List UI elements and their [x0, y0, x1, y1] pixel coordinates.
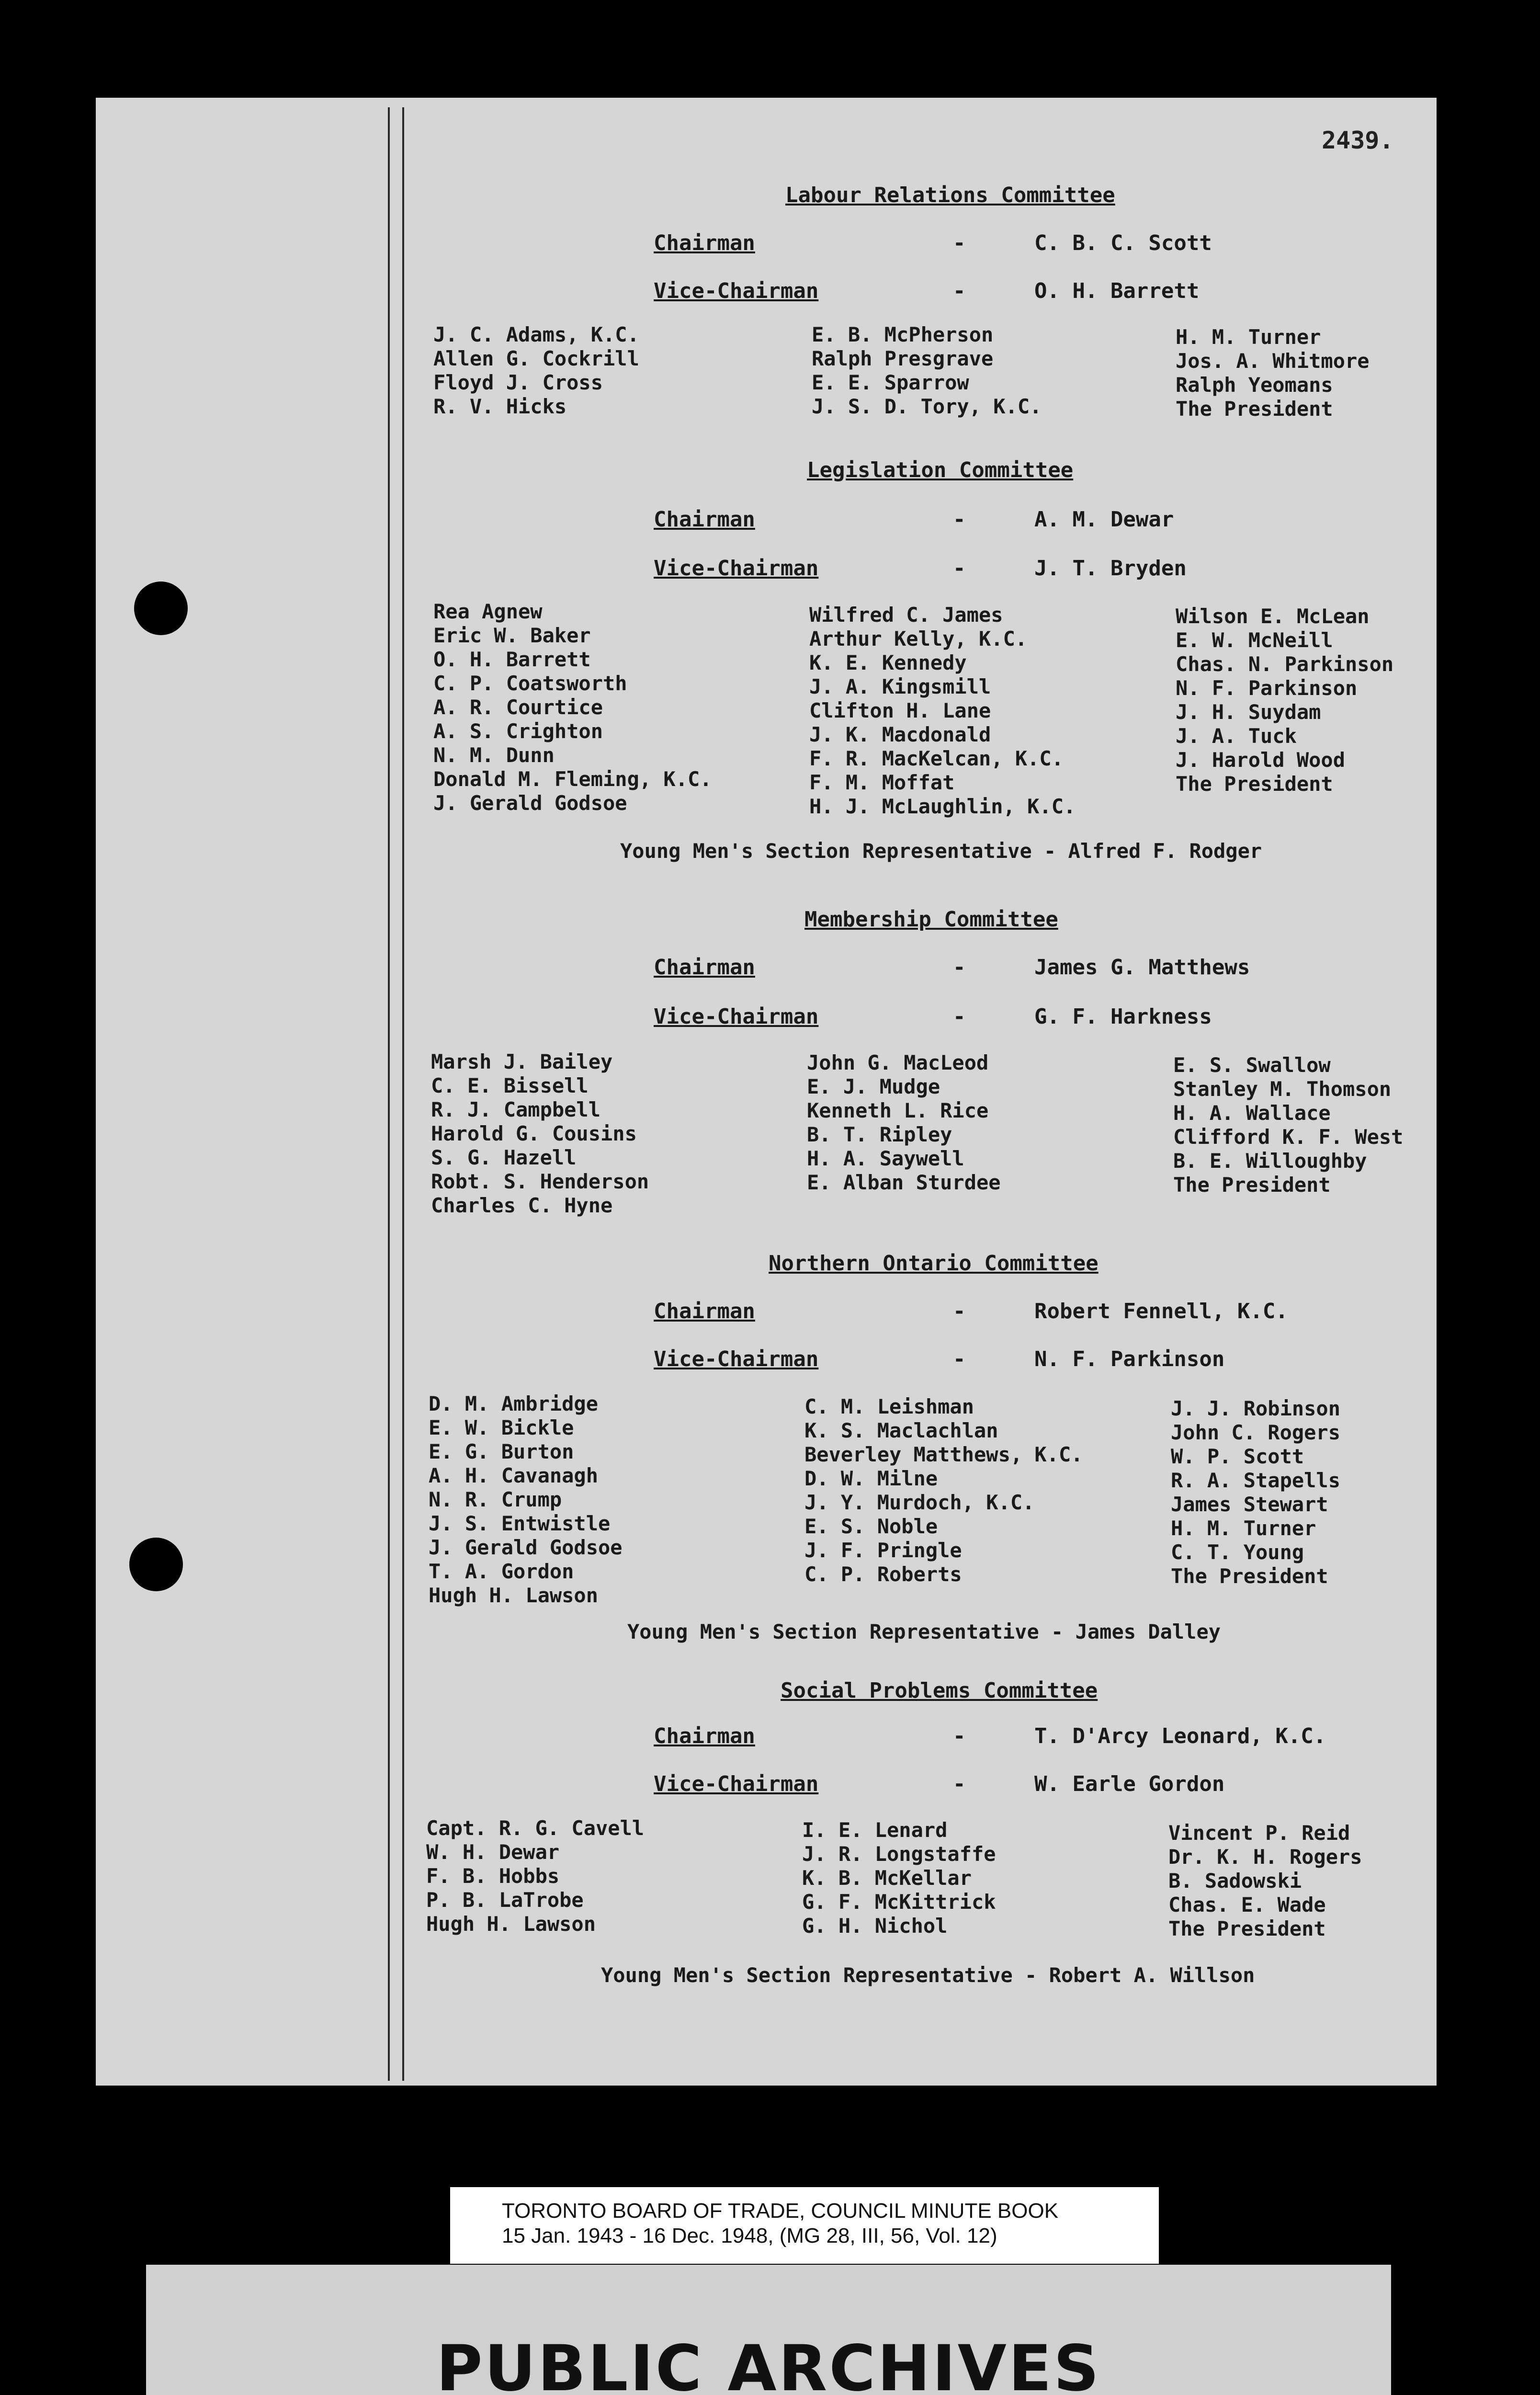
member-name: The President	[1176, 772, 1333, 796]
dash: -	[953, 279, 966, 303]
member-name: E. S. Noble	[804, 1515, 938, 1538]
committee-title: Membership Committee	[804, 907, 1058, 932]
member-name: C. P. Roberts	[804, 1562, 962, 1586]
member-name: J. R. Longstaffe	[802, 1842, 996, 1866]
member-name: Vincent P. Reid	[1168, 1821, 1350, 1845]
member-name: H. M. Turner	[1171, 1517, 1316, 1540]
member-name: Arthur Kelly, K.C.	[809, 627, 1028, 650]
vice-chairman-name: J. T. Bryden	[1034, 556, 1187, 581]
archive-caption-label	[450, 2187, 1159, 2264]
member-name: H. A. Saywell	[807, 1147, 964, 1170]
member-name: J. C. Adams, K.C.	[433, 323, 639, 346]
member-name: Eric W. Baker	[433, 624, 591, 647]
member-name: F. R. MacKelcan, K.C.	[809, 747, 1064, 770]
member-column-3	[1176, 325, 1370, 421]
member-name: G. F. McKittrick	[802, 1890, 996, 1914]
member-name: Beverley Matthews, K.C.	[804, 1443, 1083, 1466]
member-name: A. S. Crighton	[433, 719, 603, 743]
dash: -	[953, 231, 966, 255]
chairman-label: Chairman	[654, 955, 755, 980]
member-name: W. H. Dewar	[426, 1840, 560, 1864]
member-name: A. H. Cavanagh	[429, 1464, 599, 1487]
member-name: T. A. Gordon	[429, 1560, 574, 1583]
member-name: Wilson E. McLean	[1176, 604, 1370, 628]
member-name: Charles C. Hyne	[431, 1194, 613, 1217]
member-name: G. H. Nichol	[802, 1914, 948, 1938]
member-column-2	[804, 1395, 1083, 1586]
caption-line: 15 Jan. 1943 - 16 Dec. 1948, (MG 28, III, 56, Vol. 12)	[502, 2224, 997, 2247]
member-name: J. S. D. Tory, K.C.	[812, 395, 1042, 418]
member-name: B. Sadowski	[1168, 1869, 1302, 1893]
member-name: Stanley M. Thomson	[1173, 1077, 1392, 1101]
page-number: 2439.	[1322, 126, 1394, 154]
member-name: D. W. Milne	[804, 1467, 938, 1490]
member-name: N. R. Crump	[429, 1488, 562, 1511]
member-name: James Stewart	[1171, 1493, 1328, 1516]
member-name: Robt. S. Henderson	[431, 1170, 649, 1193]
member-name: A. R. Courtice	[433, 696, 603, 719]
vice-chairman-name: G. F. Harkness	[1034, 1004, 1212, 1029]
member-name: The President	[1171, 1564, 1328, 1588]
member-name: E. Alban Sturdee	[807, 1171, 1001, 1194]
chairman-label: Chairman	[654, 507, 755, 532]
dash: -	[953, 1772, 966, 1796]
member-column-1	[431, 1050, 649, 1218]
member-name: E. G. Burton	[429, 1440, 574, 1463]
member-name: The President	[1168, 1917, 1326, 1940]
chairman-label: Chairman	[654, 1299, 755, 1323]
member-name: E. J. Mudge	[807, 1075, 940, 1098]
member-name: F. B. Hobbs	[426, 1864, 560, 1888]
member-name: Clifton H. Lane	[809, 699, 991, 722]
member-name: J. Harold Wood	[1176, 748, 1346, 772]
minute-content	[96, 98, 1437, 2086]
member-column-2	[807, 1051, 1001, 1195]
member-name: H. J. McLaughlin, K.C.	[809, 795, 1076, 818]
member-name: C. P. Coatsworth	[433, 672, 627, 695]
member-name: The President	[1176, 397, 1333, 421]
member-column-1	[433, 323, 639, 419]
member-column-3	[1173, 1053, 1403, 1197]
member-name: E. B. McPherson	[812, 323, 994, 346]
caption-line: TORONTO BOARD OF TRADE, COUNCIL MINUTE BOOK	[502, 2199, 1059, 2223]
member-name: J. A. Kingsmill	[809, 675, 991, 698]
vice-chairman-label: Vice-Chairman	[654, 1772, 819, 1796]
vice-chairman-name: N. F. Parkinson	[1034, 1347, 1225, 1371]
member-name: C. T. Young	[1171, 1540, 1304, 1564]
vice-chairman-name: O. H. Barrett	[1034, 279, 1200, 303]
dash: -	[953, 955, 966, 980]
member-name: W. P. Scott	[1171, 1445, 1304, 1468]
member-name: Hugh H. Lawson	[426, 1912, 596, 1936]
member-name: Marsh J. Bailey	[431, 1050, 613, 1073]
member-name: I. E. Lenard	[802, 1818, 948, 1842]
member-name: K. S. Maclachlan	[804, 1419, 998, 1442]
vice-chairman-name: W. Earle Gordon	[1034, 1772, 1225, 1796]
member-name: D. M. Ambridge	[429, 1392, 599, 1415]
chairman-name: Robert Fennell, K.C.	[1034, 1299, 1288, 1323]
member-name: J. Gerald Godsoe	[429, 1536, 623, 1559]
member-name: K. E. Kennedy	[809, 651, 967, 674]
member-name: John C. Rogers	[1171, 1421, 1341, 1444]
young-mens-representative: Young Men's Section Representative - James Dalley	[627, 1620, 1221, 1643]
member-name: Hugh H. Lawson	[429, 1584, 599, 1607]
member-name: E. E. Sparrow	[812, 371, 969, 394]
member-name: Dr. K. H. Rogers	[1168, 1845, 1362, 1869]
chairman-name: C. B. C. Scott	[1034, 231, 1212, 255]
member-column-1	[426, 1816, 644, 1936]
member-column-3	[1171, 1397, 1340, 1588]
member-name: B. T. Ripley	[807, 1123, 952, 1146]
chairman-name: James G. Matthews	[1034, 955, 1250, 980]
committee-title: Social Problems Committee	[781, 1678, 1098, 1703]
member-name: J. F. Pringle	[804, 1539, 962, 1562]
member-name: F. M. Moffat	[809, 771, 955, 794]
member-name: E. S. Swallow	[1173, 1053, 1331, 1077]
member-name: J. Gerald Godsoe	[433, 791, 627, 815]
vice-chairman-label: Vice-Chairman	[654, 279, 819, 303]
member-name: E. W. McNeill	[1176, 628, 1333, 652]
document-page	[96, 98, 1437, 2086]
member-name: Clifford K. F. West	[1173, 1125, 1404, 1149]
member-name: N. F. Parkinson	[1176, 676, 1358, 700]
dash: -	[953, 507, 966, 532]
member-name: C. E. Bissell	[431, 1074, 589, 1097]
member-name: Donald M. Fleming, K.C.	[433, 767, 712, 791]
member-column-3	[1176, 604, 1393, 796]
member-column-2	[802, 1818, 996, 1938]
member-name: E. W. Bickle	[429, 1416, 574, 1439]
member-name: Floyd J. Cross	[433, 371, 603, 394]
member-name: R. A. Stapells	[1171, 1469, 1341, 1492]
committee-title: Northern Ontario Committee	[769, 1251, 1098, 1276]
member-name: J. H. Suydam	[1176, 700, 1321, 724]
member-name: Harold G. Cousins	[431, 1122, 637, 1145]
member-name: H. A. Wallace	[1173, 1101, 1331, 1125]
stamp-line-english: PUBLIC ARCHIVES	[436, 2332, 1101, 2395]
vice-chairman-label: Vice-Chairman	[654, 556, 819, 581]
archives-stamp	[146, 2265, 1391, 2395]
member-name: Chas. N. Parkinson	[1176, 652, 1394, 676]
chairman-name: A. M. Dewar	[1034, 507, 1174, 532]
young-mens-representative: Young Men's Section Representative - Alfred F. Rodger	[620, 839, 1262, 863]
dash: -	[953, 1347, 966, 1371]
member-name: The President	[1173, 1173, 1331, 1197]
member-name: Jos. A. Whitmore	[1176, 349, 1370, 373]
committee-title: Legislation Committee	[807, 458, 1074, 482]
vice-chairman-label: Vice-Chairman	[654, 1347, 819, 1371]
member-name: K. B. McKellar	[802, 1866, 972, 1890]
member-name: Ralph Yeomans	[1176, 373, 1333, 397]
member-column-1	[433, 600, 712, 815]
member-name: R. V. Hicks	[433, 395, 567, 418]
member-name: Capt. R. G. Cavell	[426, 1816, 645, 1840]
member-column-1	[429, 1392, 623, 1608]
member-name: H. M. Turner	[1176, 325, 1321, 349]
member-name: Allen G. Cockrill	[433, 347, 639, 370]
member-name: P. B. LaTrobe	[426, 1888, 584, 1912]
dash: -	[953, 1724, 966, 1748]
member-name: O. H. Barrett	[433, 648, 591, 671]
member-name: B. E. Willoughby	[1173, 1149, 1367, 1173]
member-name: Wilfred C. James	[809, 603, 1003, 627]
member-name: Rea Agnew	[433, 600, 543, 623]
member-name: J. A. Tuck	[1176, 724, 1297, 748]
chairman-label: Chairman	[654, 1724, 755, 1748]
member-name: S. G. Hazell	[431, 1146, 577, 1169]
member-column-2	[812, 323, 1042, 419]
member-name: J. Y. Murdoch, K.C.	[804, 1491, 1035, 1514]
member-name: John G. MacLeod	[807, 1051, 989, 1074]
dash: -	[953, 556, 966, 581]
member-name: Kenneth L. Rice	[807, 1099, 989, 1122]
young-mens-representative: Young Men's Section Representative - Robert A. Willson	[601, 1963, 1255, 1987]
member-column-3	[1168, 1821, 1362, 1941]
chairman-name: T. D'Arcy Leonard, K.C.	[1034, 1724, 1326, 1748]
member-name: N. M. Dunn	[433, 743, 555, 767]
member-name: J. J. Robinson	[1171, 1397, 1341, 1420]
member-name: Chas. E. Wade	[1168, 1893, 1326, 1916]
chairman-label: Chairman	[654, 231, 755, 255]
dash: -	[953, 1299, 966, 1323]
member-name: C. M. Leishman	[804, 1395, 974, 1418]
member-name: Ralph Presgrave	[812, 347, 994, 370]
vice-chairman-label: Vice-Chairman	[654, 1004, 819, 1029]
committee-title: Labour Relations Committee	[785, 183, 1115, 207]
member-column-2	[809, 603, 1076, 819]
dash: -	[953, 1004, 966, 1029]
member-name: J. K. Macdonald	[809, 723, 991, 746]
member-name: J. S. Entwistle	[429, 1512, 611, 1535]
member-name: R. J. Campbell	[431, 1098, 601, 1121]
